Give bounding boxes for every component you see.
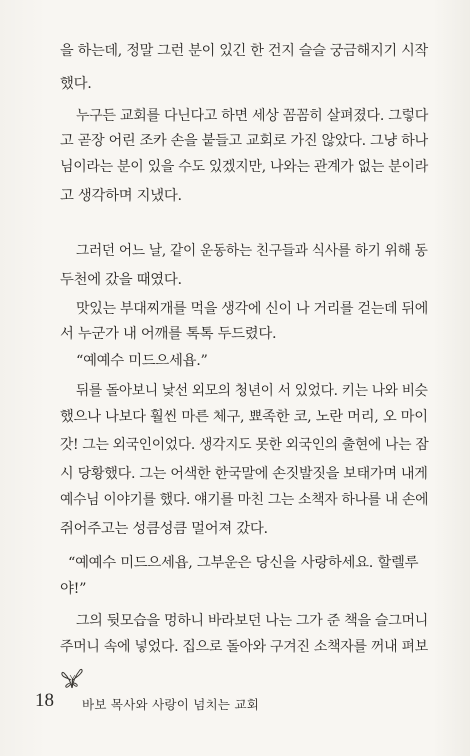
text-line: 두천에 갔을 때였다. (60, 272, 182, 288)
text-line: 했다. (60, 76, 92, 92)
text-line: 예수님 이야기를 했다. 얘기를 마친 그는 소책자 하나를 내 손에 (60, 492, 429, 508)
text-line: “예예수 미드으세욥, 그부운은 당신을 사랑하세요. 할렐루 (68, 555, 419, 571)
text-line: 누구든 교회를 다닌다고 하면 세상 꼼꼼히 살펴졌다. 그렇다 (76, 108, 429, 124)
text-line: 을 하는데, 정말 그런 분이 있긴 한 건지 슬슬 궁금해지기 시작 (60, 43, 428, 59)
text-line: 주머니 속에 넣었다. 집으로 돌아와 구겨진 소책자를 꺼내 펴보 (60, 639, 428, 655)
book-title: 바보 목사와 사랑이 넘치는 교회 (82, 697, 260, 712)
text-line: 고 생각하며 지냈다. (60, 188, 182, 204)
text-line: 뒤를 돌아보니 낯선 외모의 청년이 서 있었다. 키는 나와 비슷 (76, 383, 428, 399)
butterfly-icon (58, 664, 86, 692)
text-line: 그러던 어느 날, 같이 운동하는 친구들과 식사를 하기 위해 동 (76, 243, 428, 259)
text-line: 야!” (60, 581, 87, 597)
text-line: 맛있는 부대찌개를 먹을 생각에 신이 나 거리를 걷는데 뒤에 (76, 301, 429, 317)
text-line: 고 곧장 어린 조카 손을 붙들고 교회로 가진 않았다. 그냥 하나 (60, 133, 428, 149)
text-line: 시 당황했다. 그는 어색한 한국말에 손짓발짓을 보태가며 내게 (60, 466, 428, 482)
text-line: 서 누군가 내 어깨를 톡톡 두드렸다. (60, 326, 277, 342)
text-line: 갓! 그는 외국인이었다. 생각지도 못한 외국인의 출현에 나는 잠 (60, 437, 429, 453)
text-line: 쥐어주고는 성큼성큼 멀어져 갔다. (60, 521, 268, 537)
text-line: 했으나 나보다 훨씬 마른 체구, 뾰족한 코, 노란 머리, 오 마이 (60, 409, 428, 425)
page-number: 18 (35, 690, 54, 711)
text-line: “예예수 미드으세욥.” (76, 353, 208, 369)
text-line: 그의 뒷모습을 멍하니 바라보던 나는 그가 준 책을 슬그머니 (76, 613, 429, 629)
text-line: 님이라는 분이 있을 수도 있겠지만, 나와는 관계가 없는 분이라 (60, 159, 428, 175)
